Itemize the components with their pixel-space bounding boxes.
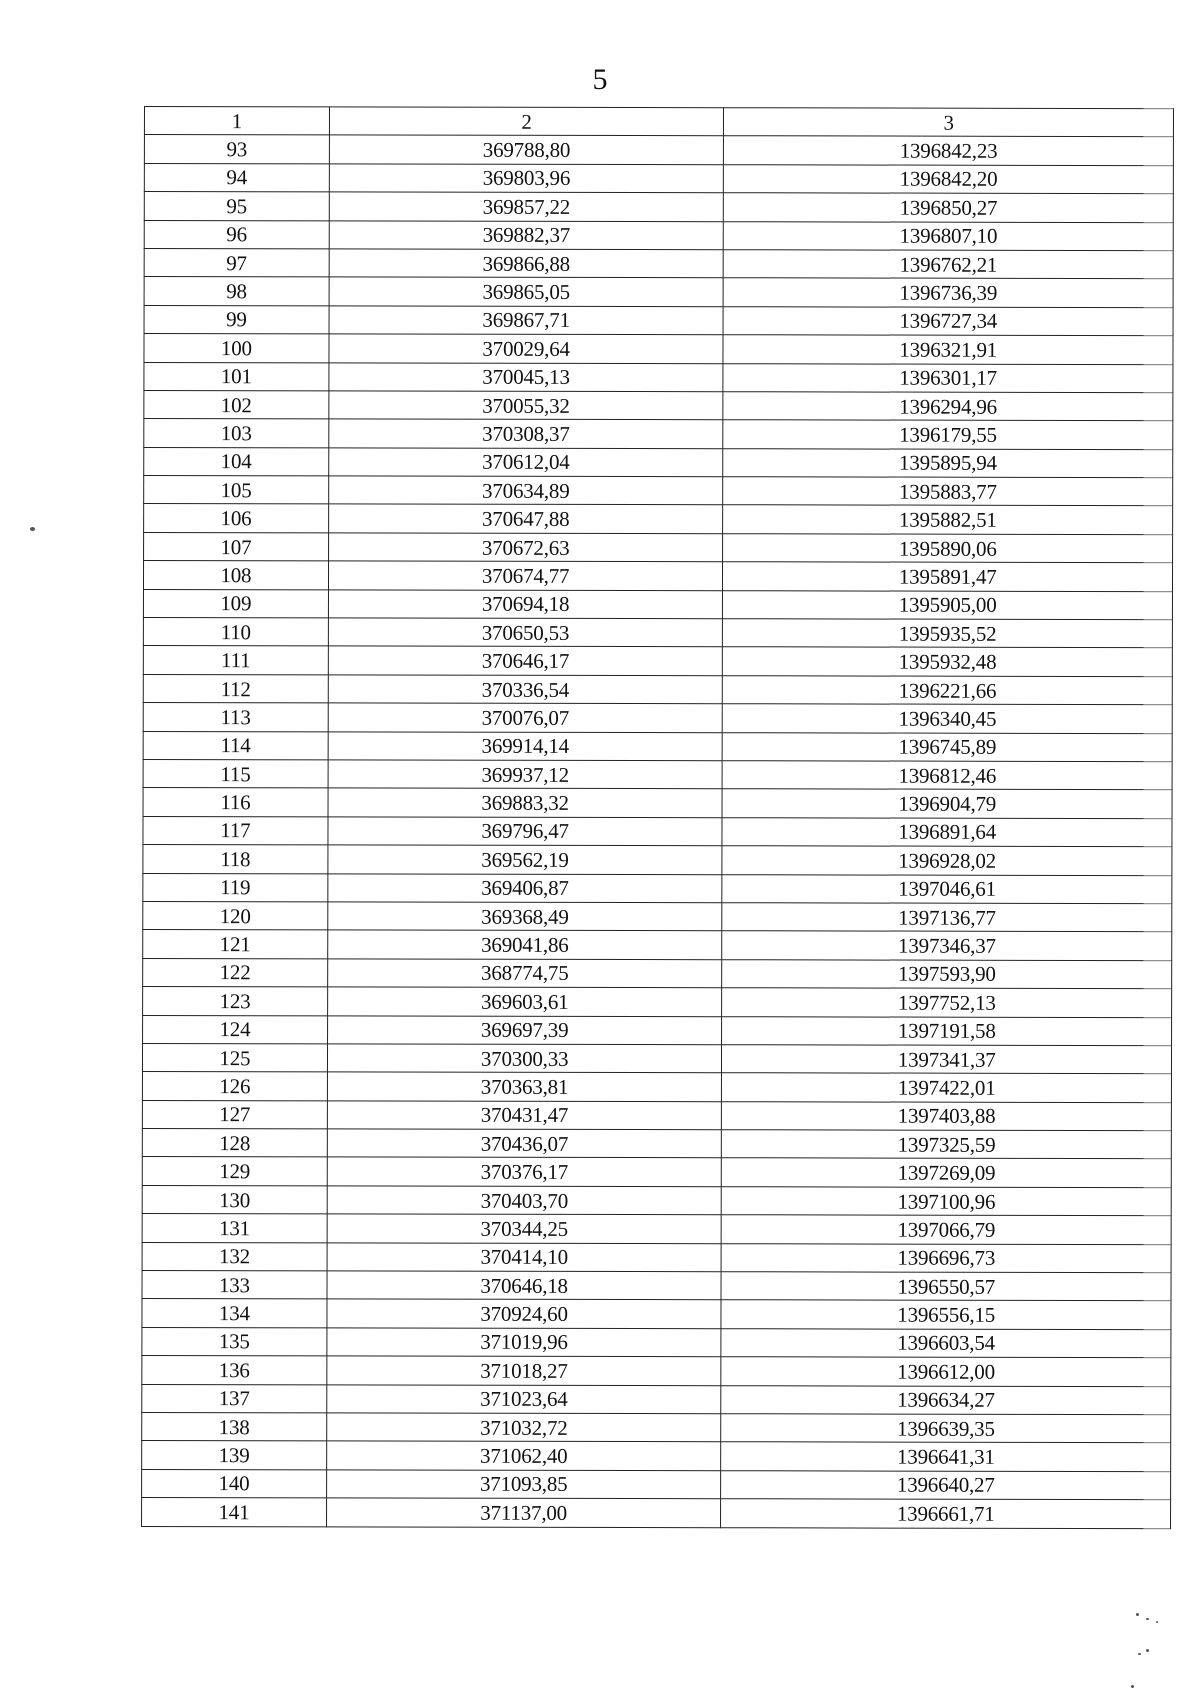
- y-coordinate-cell: 1396850,27: [724, 193, 1174, 222]
- x-coordinate-cell: 370055,32: [329, 391, 724, 420]
- table-row: [144, 419, 1173, 450]
- x-coordinate-cell: 369603,61: [327, 987, 722, 1016]
- y-coordinate-cell: 1395932,48: [723, 647, 1173, 676]
- x-coordinate-cell: 370431,47: [327, 1101, 722, 1130]
- y-coordinate-cell: 1395890,06: [723, 534, 1173, 563]
- x-coordinate-cell: 369406,87: [328, 873, 723, 902]
- table-row: [143, 589, 1172, 620]
- table-header-row: [144, 107, 1173, 138]
- y-coordinate-cell: 1397346,37: [722, 931, 1172, 960]
- point-number-cell: 93: [144, 135, 329, 164]
- table-row: [144, 447, 1173, 478]
- y-coordinate-cell: 1397066,79: [722, 1215, 1172, 1244]
- y-coordinate-cell: 1396556,15: [721, 1300, 1171, 1329]
- point-number-cell: 133: [142, 1271, 327, 1300]
- x-coordinate-cell: 370612,04: [329, 448, 724, 477]
- y-coordinate-cell: 1396928,02: [722, 846, 1172, 875]
- x-coordinate-cell: 368774,75: [327, 959, 722, 988]
- x-coordinate-cell: 370029,64: [329, 334, 724, 363]
- point-number-cell: 103: [144, 419, 329, 448]
- y-coordinate-cell: 1396696,73: [721, 1243, 1171, 1272]
- x-coordinate-cell: 369865,05: [329, 277, 724, 306]
- scan-speck: [1156, 1621, 1158, 1623]
- table-row: [143, 987, 1172, 1018]
- y-coordinate-cell: 1397422,01: [722, 1073, 1172, 1102]
- y-coordinate-cell: 1396321,91: [723, 335, 1173, 364]
- x-coordinate-cell: 369788,80: [329, 135, 724, 164]
- y-coordinate-cell: 1396661,71: [721, 1499, 1171, 1528]
- table-row: [143, 958, 1172, 989]
- y-coordinate-cell: 1396179,55: [723, 420, 1173, 449]
- x-coordinate-cell: 370647,88: [328, 504, 723, 533]
- x-coordinate-cell: 369866,88: [329, 249, 724, 278]
- point-number-cell: 104: [144, 447, 329, 476]
- table-row: [143, 1015, 1172, 1046]
- y-coordinate-cell: 1396807,10: [724, 221, 1174, 250]
- table-row: [144, 390, 1173, 421]
- x-coordinate-cell: 369937,12: [328, 760, 723, 789]
- table-row: [142, 1299, 1171, 1330]
- y-coordinate-cell: 1396639,35: [721, 1414, 1171, 1443]
- x-coordinate-cell: 370694,18: [328, 590, 723, 619]
- point-number-cell: 112: [143, 674, 328, 703]
- point-number-cell: 128: [142, 1129, 327, 1158]
- point-number-cell: 99: [144, 305, 329, 334]
- x-coordinate-cell: 370403,70: [327, 1186, 722, 1215]
- point-number-cell: 127: [142, 1100, 327, 1129]
- table-row: [143, 646, 1172, 677]
- y-coordinate-cell: 1396221,66: [723, 676, 1173, 705]
- point-number-cell: 138: [142, 1412, 327, 1441]
- y-coordinate-cell: 1397341,37: [722, 1045, 1172, 1074]
- table-row: [143, 731, 1172, 762]
- y-coordinate-cell: 1396641,31: [721, 1442, 1171, 1471]
- y-coordinate-cell: 1395882,51: [723, 505, 1173, 534]
- x-coordinate-cell: 370924,60: [327, 1299, 722, 1328]
- point-number-cell: 129: [142, 1157, 327, 1186]
- point-number-cell: 124: [143, 1015, 328, 1044]
- y-coordinate-cell: 1395883,77: [723, 477, 1173, 506]
- table-row: [144, 220, 1173, 251]
- point-number-cell: 130: [142, 1185, 327, 1214]
- y-coordinate-cell: 1397593,90: [722, 959, 1172, 988]
- y-coordinate-cell: 1397752,13: [722, 988, 1172, 1017]
- point-number-cell: 97: [144, 248, 329, 277]
- x-coordinate-cell: 369796,47: [328, 817, 723, 846]
- x-coordinate-cell: 370672,63: [328, 533, 723, 562]
- y-coordinate-cell: 1396294,96: [723, 392, 1173, 421]
- x-coordinate-cell: 370336,54: [328, 675, 723, 704]
- x-coordinate-cell: 371137,00: [326, 1498, 721, 1527]
- table-row: [144, 476, 1173, 507]
- y-coordinate-cell: 1396603,54: [721, 1329, 1171, 1358]
- scan-speck: [1138, 1653, 1141, 1655]
- point-number-cell: 115: [143, 759, 328, 788]
- table-row: [143, 561, 1172, 592]
- x-coordinate-cell: 370344,25: [327, 1214, 722, 1243]
- page-number: 5: [592, 63, 608, 96]
- y-coordinate-cell: 1396301,17: [723, 363, 1173, 392]
- x-coordinate-cell: 370650,53: [328, 618, 723, 647]
- table-row: [142, 1185, 1171, 1216]
- y-coordinate-cell: 1397325,59: [722, 1130, 1172, 1159]
- point-number-cell: 140: [142, 1469, 327, 1498]
- x-coordinate-cell: 369857,22: [329, 192, 724, 221]
- x-coordinate-cell: 369914,14: [328, 731, 723, 760]
- point-number-cell: 111: [143, 646, 328, 675]
- x-coordinate-cell: 369883,32: [328, 788, 723, 817]
- y-coordinate-cell: 1397269,09: [722, 1158, 1172, 1187]
- point-number-cell: 96: [144, 220, 329, 249]
- scan-speck: [1146, 1618, 1149, 1620]
- point-number-cell: 117: [143, 816, 328, 845]
- y-coordinate-cell: 1396640,27: [721, 1470, 1171, 1499]
- x-coordinate-cell: 370634,89: [328, 476, 723, 505]
- y-coordinate-cell: 1396891,64: [722, 817, 1172, 846]
- point-number-cell: 102: [144, 390, 329, 419]
- scan-speck: [1131, 1685, 1134, 1688]
- table-row: [144, 248, 1173, 279]
- table-row: [144, 362, 1173, 393]
- y-coordinate-cell: 1395891,47: [723, 562, 1173, 591]
- x-coordinate-cell: 369803,96: [329, 164, 724, 193]
- point-number-cell: 101: [144, 362, 329, 391]
- point-number-cell: 119: [143, 873, 328, 902]
- point-number-cell: 106: [144, 504, 329, 533]
- column-header-1: 1: [144, 107, 329, 136]
- scan-speck: [1136, 1613, 1139, 1616]
- point-number-cell: 121: [143, 930, 328, 959]
- point-number-cell: 94: [144, 163, 329, 192]
- x-coordinate-cell: 370646,17: [328, 646, 723, 675]
- table-row: [144, 504, 1173, 535]
- point-number-cell: 122: [143, 958, 328, 987]
- y-coordinate-cell: 1397046,61: [722, 874, 1172, 903]
- point-number-cell: 141: [142, 1498, 327, 1527]
- point-number-cell: 98: [144, 277, 329, 306]
- coordinates-table: [141, 106, 1174, 1529]
- y-coordinate-cell: 1396612,00: [721, 1357, 1171, 1386]
- scan-speck: [1146, 1649, 1149, 1652]
- point-number-cell: 105: [144, 476, 329, 505]
- y-coordinate-cell: 1396904,79: [722, 789, 1172, 818]
- table-row: [142, 1043, 1171, 1074]
- x-coordinate-cell: 370076,07: [328, 703, 723, 732]
- table-row: [143, 930, 1172, 961]
- column-header-3: 3: [724, 108, 1174, 137]
- point-number-cell: 118: [143, 845, 328, 874]
- table-row: [142, 1384, 1171, 1415]
- table-row: [144, 192, 1173, 223]
- table-row: [142, 1356, 1171, 1387]
- y-coordinate-cell: 1396736,39: [723, 278, 1173, 307]
- x-coordinate-cell: 369562,19: [328, 845, 723, 874]
- x-coordinate-cell: 370308,37: [329, 419, 724, 448]
- table-row: [144, 135, 1173, 166]
- table-row: [143, 873, 1172, 904]
- table-row: [142, 1242, 1171, 1273]
- point-number-cell: 134: [142, 1299, 327, 1328]
- table-row: [142, 1100, 1171, 1131]
- y-coordinate-cell: 1395935,52: [723, 619, 1173, 648]
- table-row: [142, 1072, 1171, 1103]
- table-row: [143, 759, 1172, 790]
- table-row: [144, 277, 1173, 308]
- table-row: [142, 1441, 1171, 1472]
- table-row: [142, 1412, 1171, 1443]
- table-row: [143, 816, 1172, 847]
- x-coordinate-cell: 369867,71: [329, 306, 724, 335]
- scan-speck: [30, 527, 35, 531]
- table-row: [143, 674, 1172, 705]
- point-number-cell: 125: [142, 1043, 327, 1072]
- table-row: [142, 1214, 1171, 1245]
- point-number-cell: 108: [143, 561, 328, 590]
- x-coordinate-cell: 370376,17: [327, 1157, 722, 1186]
- point-number-cell: 109: [143, 589, 328, 618]
- point-number-cell: 132: [142, 1242, 327, 1271]
- y-coordinate-cell: 1396842,20: [724, 164, 1174, 193]
- x-coordinate-cell: 371062,40: [326, 1441, 721, 1470]
- table-row: [143, 901, 1172, 932]
- point-number-cell: 107: [144, 532, 329, 561]
- x-coordinate-cell: 371032,72: [327, 1413, 722, 1442]
- point-number-cell: 120: [143, 901, 328, 930]
- table-row: [142, 1129, 1171, 1160]
- point-number-cell: 137: [142, 1384, 327, 1413]
- table-row: [142, 1469, 1171, 1500]
- y-coordinate-cell: 1395905,00: [723, 590, 1173, 619]
- x-coordinate-cell: 370674,77: [328, 561, 723, 590]
- y-coordinate-cell: 1397403,88: [722, 1101, 1172, 1130]
- point-number-cell: 116: [143, 788, 328, 817]
- y-coordinate-cell: 1396745,89: [723, 732, 1173, 761]
- y-coordinate-cell: 1395895,94: [723, 448, 1173, 477]
- y-coordinate-cell: 1396812,46: [722, 761, 1172, 790]
- y-coordinate-cell: 1397136,77: [722, 903, 1172, 932]
- point-number-cell: 114: [143, 731, 328, 760]
- point-number-cell: 136: [142, 1356, 327, 1385]
- point-number-cell: 135: [142, 1327, 327, 1356]
- point-number-cell: 123: [143, 987, 328, 1016]
- y-coordinate-cell: 1396550,57: [721, 1272, 1171, 1301]
- y-coordinate-cell: 1396340,45: [723, 704, 1173, 733]
- point-number-cell: 126: [142, 1072, 327, 1101]
- x-coordinate-cell: 370414,10: [327, 1243, 722, 1272]
- y-coordinate-cell: 1396727,34: [723, 306, 1173, 335]
- y-coordinate-cell: 1396842,23: [724, 136, 1174, 165]
- x-coordinate-cell: 369041,86: [328, 930, 723, 959]
- table-row: [142, 1157, 1171, 1188]
- x-coordinate-cell: 369697,39: [327, 1015, 722, 1044]
- x-coordinate-cell: 371023,64: [327, 1384, 722, 1413]
- table-row: [142, 1327, 1171, 1358]
- x-coordinate-cell: 370436,07: [327, 1129, 722, 1158]
- table-row: [143, 703, 1172, 734]
- y-coordinate-cell: 1397191,58: [722, 1016, 1172, 1045]
- x-coordinate-cell: 371018,27: [327, 1356, 722, 1385]
- column-header-2: 2: [329, 107, 724, 136]
- table-row: [144, 163, 1173, 194]
- x-coordinate-cell: 369368,49: [328, 902, 723, 931]
- x-coordinate-cell: 370045,13: [329, 362, 724, 391]
- x-coordinate-cell: 370646,18: [327, 1271, 722, 1300]
- x-coordinate-cell: 371019,96: [327, 1328, 722, 1357]
- y-coordinate-cell: 1396634,27: [721, 1385, 1171, 1414]
- table-row: [144, 532, 1173, 563]
- point-number-cell: 139: [142, 1441, 327, 1470]
- point-number-cell: 131: [142, 1214, 327, 1243]
- table-row: [144, 334, 1173, 365]
- table-row: [143, 788, 1172, 819]
- table-row: [142, 1498, 1171, 1529]
- y-coordinate-cell: 1396762,21: [724, 250, 1174, 279]
- y-coordinate-cell: 1397100,96: [722, 1187, 1172, 1216]
- x-coordinate-cell: 369882,37: [329, 220, 724, 249]
- table-row: [144, 305, 1173, 336]
- point-number-cell: 100: [144, 334, 329, 363]
- table-row: [142, 1271, 1171, 1302]
- table-row: [143, 618, 1172, 649]
- x-coordinate-cell: 370300,33: [327, 1044, 722, 1073]
- x-coordinate-cell: 370363,81: [327, 1072, 722, 1101]
- x-coordinate-cell: 371093,85: [326, 1470, 721, 1499]
- point-number-cell: 95: [144, 192, 329, 221]
- point-number-cell: 113: [143, 703, 328, 732]
- table-row: [143, 845, 1172, 876]
- point-number-cell: 110: [143, 618, 328, 647]
